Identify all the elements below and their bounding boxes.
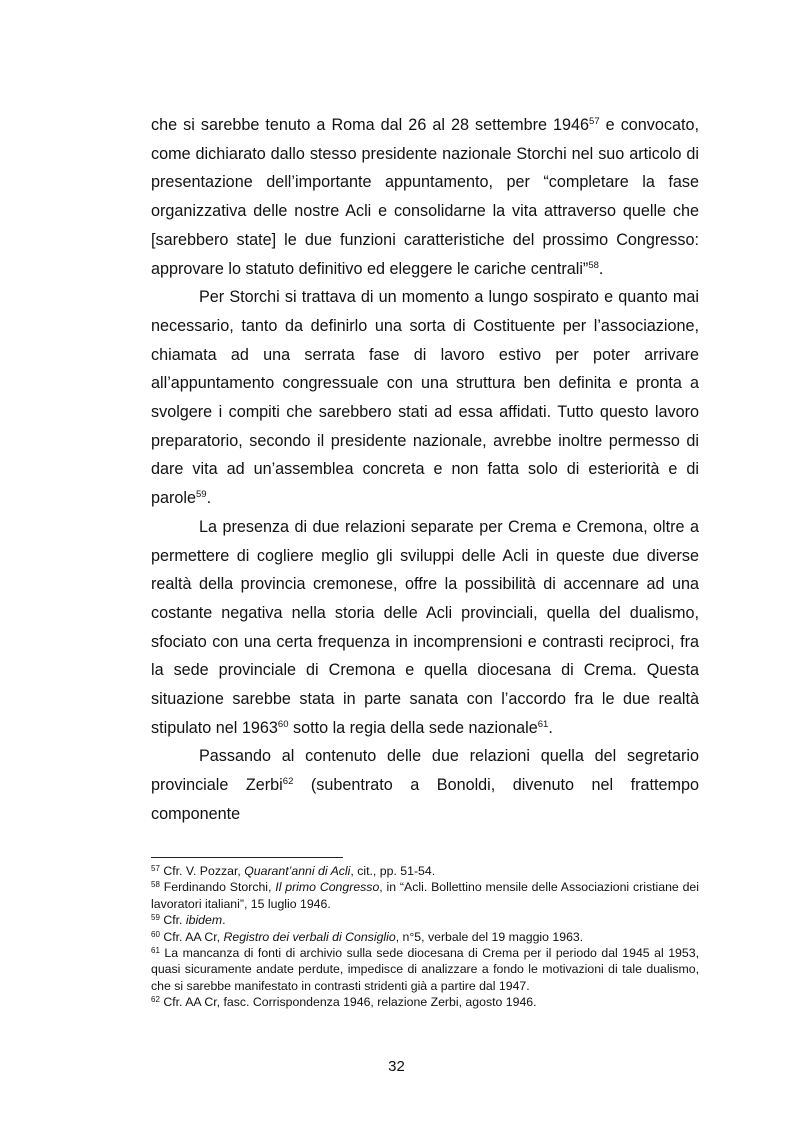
paragraph-p1 [151,111,699,283]
footnote-58 [151,879,699,912]
text-run: Cfr. AA Cr, [159,929,224,944]
text-run: Cfr. AA Cr, fasc. Corrispondenza 1946, relazione Zerbi, agosto 1946. [159,995,537,1010]
footnote-number: 58 [151,880,160,890]
footnote-61 [151,945,699,994]
paragraph-p4 [151,742,699,828]
text-run: . [598,259,604,278]
text-run: , in “Acli. Bollettino mensile delle Associazioni cristiane dei lavoratori italiani”, 15 luglio 1946. [151,880,699,911]
text-run: Cfr. V. Pozzar, [159,864,245,878]
footnote-60 [151,929,699,945]
text-run: Ferdinando Storchi, [159,880,276,895]
footnote-number: 61 [151,946,160,956]
footnote-number: 62 [151,995,160,1005]
text-run: . [222,913,226,928]
italic-title: Quarant’anni di Acli [244,864,351,878]
text-run: Cfr. [159,913,186,928]
body-text [151,111,699,829]
italic-title: Il primo Congresso [275,880,380,895]
italic-title: Registro dei verbali di Consiglio [223,929,396,944]
paragraph-p2 [151,283,699,513]
footnotes [151,863,699,1011]
paragraph-p3 [151,513,699,743]
footnote-ref: 57 [589,116,600,127]
text-run: La mancanza di fonti di archivio sulla sede diocesana di Crema per il periodo dal 1945 al 1953, quasi sicuramente andate perdute, impedisce di analizzare a fondo le motivazioni di tale dualismo, che si sarebbe manifestato in contrasti stridenti già a partire dal 1947. [151,946,699,993]
footnote-59 [151,912,699,928]
footnote-57 [151,863,699,879]
text-run: La presenza di due relazioni separate per Crema e Cremona, oltre a permettere di cogliere meglio gli sviluppi delle Acli in queste due diverse realtà della provincia cremonese, offre la possibilità di accennare ad una costante negativa nella storia delle Acli provinciali, quella del dualismo, sfociato con una certa frequenza in incomprensioni e contrasti reciproci, fra la sede provinciale di Cremona e quella diocesana di Crema. Questa situazione sarebbe stata in parte sanata con l’accordo fra le due realtà stipulato nel 1963 [151,517,699,737]
italic-title: ibidem [185,913,223,928]
text-run: . [548,718,553,737]
page-number: 32 [388,1058,405,1075]
text-run: sotto la regia della sede nazionale [288,718,538,737]
footnote-ref: 61 [537,718,549,730]
text-run: che si sarebbe tenuto a Roma dal 26 al 28 settembre 1946 [151,116,590,134]
footnote-separator [151,857,343,858]
text-run: Passando al contenuto delle due relazioni quella del segretario provinciale Zerbi [151,747,699,795]
footnote-ref: 60 [277,718,289,730]
footnote-62 [151,994,699,1010]
footnote-number: 57 [151,864,160,873]
footnote-ref: 58 [588,259,599,271]
text-run: Per Storchi si trattava di un momento a lungo sospirato e quanto mai necessario, tanto da definirlo una sorta di Costituente per l’associazione, chiamata ad una serrata fase di lavoro estivo per poter arrivare all’appuntamento congressuale con una struttura ben definita e pronta a svolgere i compiti che sarebbero stati ad essa affidati. Tutto questo lavoro preparatorio, secondo il presidente nazionale, avrebbe inoltre permesso di dare vita ad un’assemblea concreta e non fatta solo di esteriorità e di parole [151,288,699,508]
footnote-ref: 62 [282,776,294,788]
text-run: , n°5, verbale del 19 maggio 1963. [395,929,584,944]
footnote-number: 60 [151,929,160,939]
footnote-ref: 59 [196,489,207,501]
text-run: . [206,489,212,508]
text-run: (subentrato a Bonoldi, divenuto nel frattempo componente [151,776,699,823]
footnote-number: 59 [151,913,160,923]
text-run: , cit., pp. 51-54. [350,864,436,878]
text-run: e convocato, come dichiarato dallo stesso presidente nazionale Storchi nel suo articolo di presentazione dell’importante appuntamento, per “completare la fase organizzativa delle nostre Acli e consolidarne la vita attraverso quelle che [sarebbero state] le due funzioni caratteristiche del prossimo Congresso: approvare lo statuto definitivo ed eleggere le cariche centrali” [151,116,699,278]
